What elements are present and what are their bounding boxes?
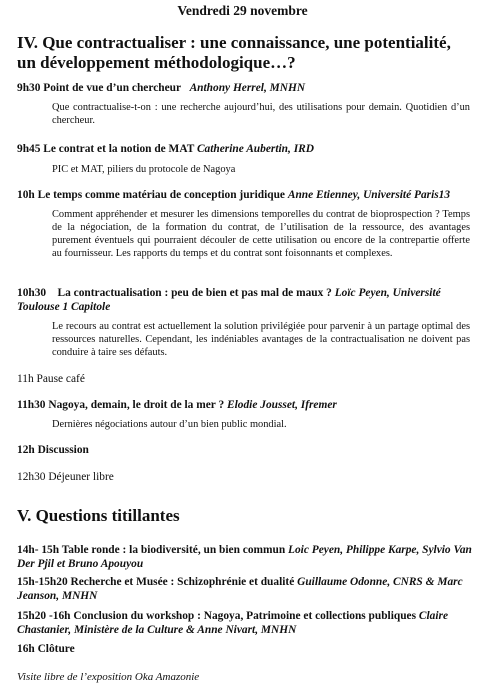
session-title (17, 81, 475, 95)
session-time: 9h30 (17, 82, 41, 94)
session-topic: Recherche et Musée : Schizophrénie et dualité (70, 576, 295, 588)
session-topic: Le temps comme matériau de conception juridique (37, 189, 285, 201)
session-description: Le recours au contrat est actuellement la solution privilégiée pour parvenir à un partage optimal des ressources naturelles. Cependant, les indéniables avantages de la contractualisation ne doivent pas conduire à taire ses défauts. (52, 321, 470, 358)
session-title (17, 142, 475, 156)
session-topic: Table ronde : la biodiversité, un bien commun (61, 544, 286, 556)
session-speaker: Guillaume Odonne, CNRS & Marc Jeanson, MNHN (17, 576, 463, 602)
session-description: Que contractualise-t-on : une recherche aujourd’hui, des utilisations pour demain. Quotidien d’un chercheur. (52, 102, 470, 126)
session-topic: La contractualisation : peu de bien et pas mal de maux ? (57, 287, 332, 299)
session-speaker: Anthony Herrel, MNHN (189, 82, 306, 94)
session-time: 11h30 (17, 399, 46, 411)
coffee-break: 11h Pause café (17, 373, 85, 385)
session-time: 15h20 -16h (17, 610, 71, 622)
day-heading: Vendredi 29 novembre (177, 3, 308, 18)
session-title (17, 188, 475, 202)
session-topic: Le contrat et la notion de MAT (43, 143, 195, 155)
session-speaker: Loic Peyen, Philippe Karpe, Sylvio Van Der Pjil et Bruno Apouyou (17, 544, 472, 570)
closing-slot: 16h Clôture (17, 643, 75, 655)
session-time: 14h- 15h (17, 544, 60, 556)
section-5-title: V. Questions titillantes (17, 506, 180, 525)
session-time: 10h (17, 189, 35, 201)
lunch-slot: 12h30 Déjeuner libre (17, 471, 114, 483)
session-description: Comment appréhender et mesurer les dimensions temporelles du contrat de bioprospection ? Temps de la négociation, de la formation du contrat, de l’utilisation de la ressource, des avantages purement éventuels qui pourraient découler de cette utilisation ou encore de la contrepartie offerte au fournisseur. Les rapports du temps et du contrat sont foisonnants et complexes. (52, 209, 470, 259)
session-title (17, 398, 475, 412)
session-speaker: Elodie Jousset, Ifremer (227, 399, 337, 411)
session-description: PIC et MAT, piliers du protocole de Nagoya (52, 164, 236, 175)
session-time: 10h30 (17, 287, 47, 299)
session-title (17, 286, 475, 314)
session-title (17, 575, 475, 603)
session-description: Dernières négociations autour d’un bien public mondial. (52, 419, 287, 430)
session-topic: Point de vue d’un chercheur (43, 82, 182, 94)
session-speaker: Anne Etienney, Université Paris13 (287, 189, 451, 201)
session-topic: Nagoya, demain, le droit de la mer ? (48, 399, 225, 411)
session-speaker: Loïc Peyen, Université Toulouse 1 Capitole (17, 287, 441, 313)
session-topic: Conclusion du workshop : Nagoya, Patrimoine et collections publiques (73, 610, 417, 622)
exhibition-visit-note: Visite libre de l’exposition Oka Amazonie (17, 671, 200, 683)
session-speaker: Claire Chastanier, Ministère de la Culture & Anne Nivart, MNHN (17, 610, 449, 636)
discussion-slot: 12h Discussion (17, 444, 89, 456)
session-time: 15h-15h20 (17, 576, 68, 588)
session-time: 9h45 (17, 143, 41, 155)
section-4-title: IV. Que contractualiser : une connaissance, une potentialité, un développement méthodologique…? (17, 33, 451, 72)
session-speaker: Catherine Aubertin, IRD (196, 143, 314, 155)
session-title (17, 609, 475, 637)
session-title (17, 543, 475, 571)
